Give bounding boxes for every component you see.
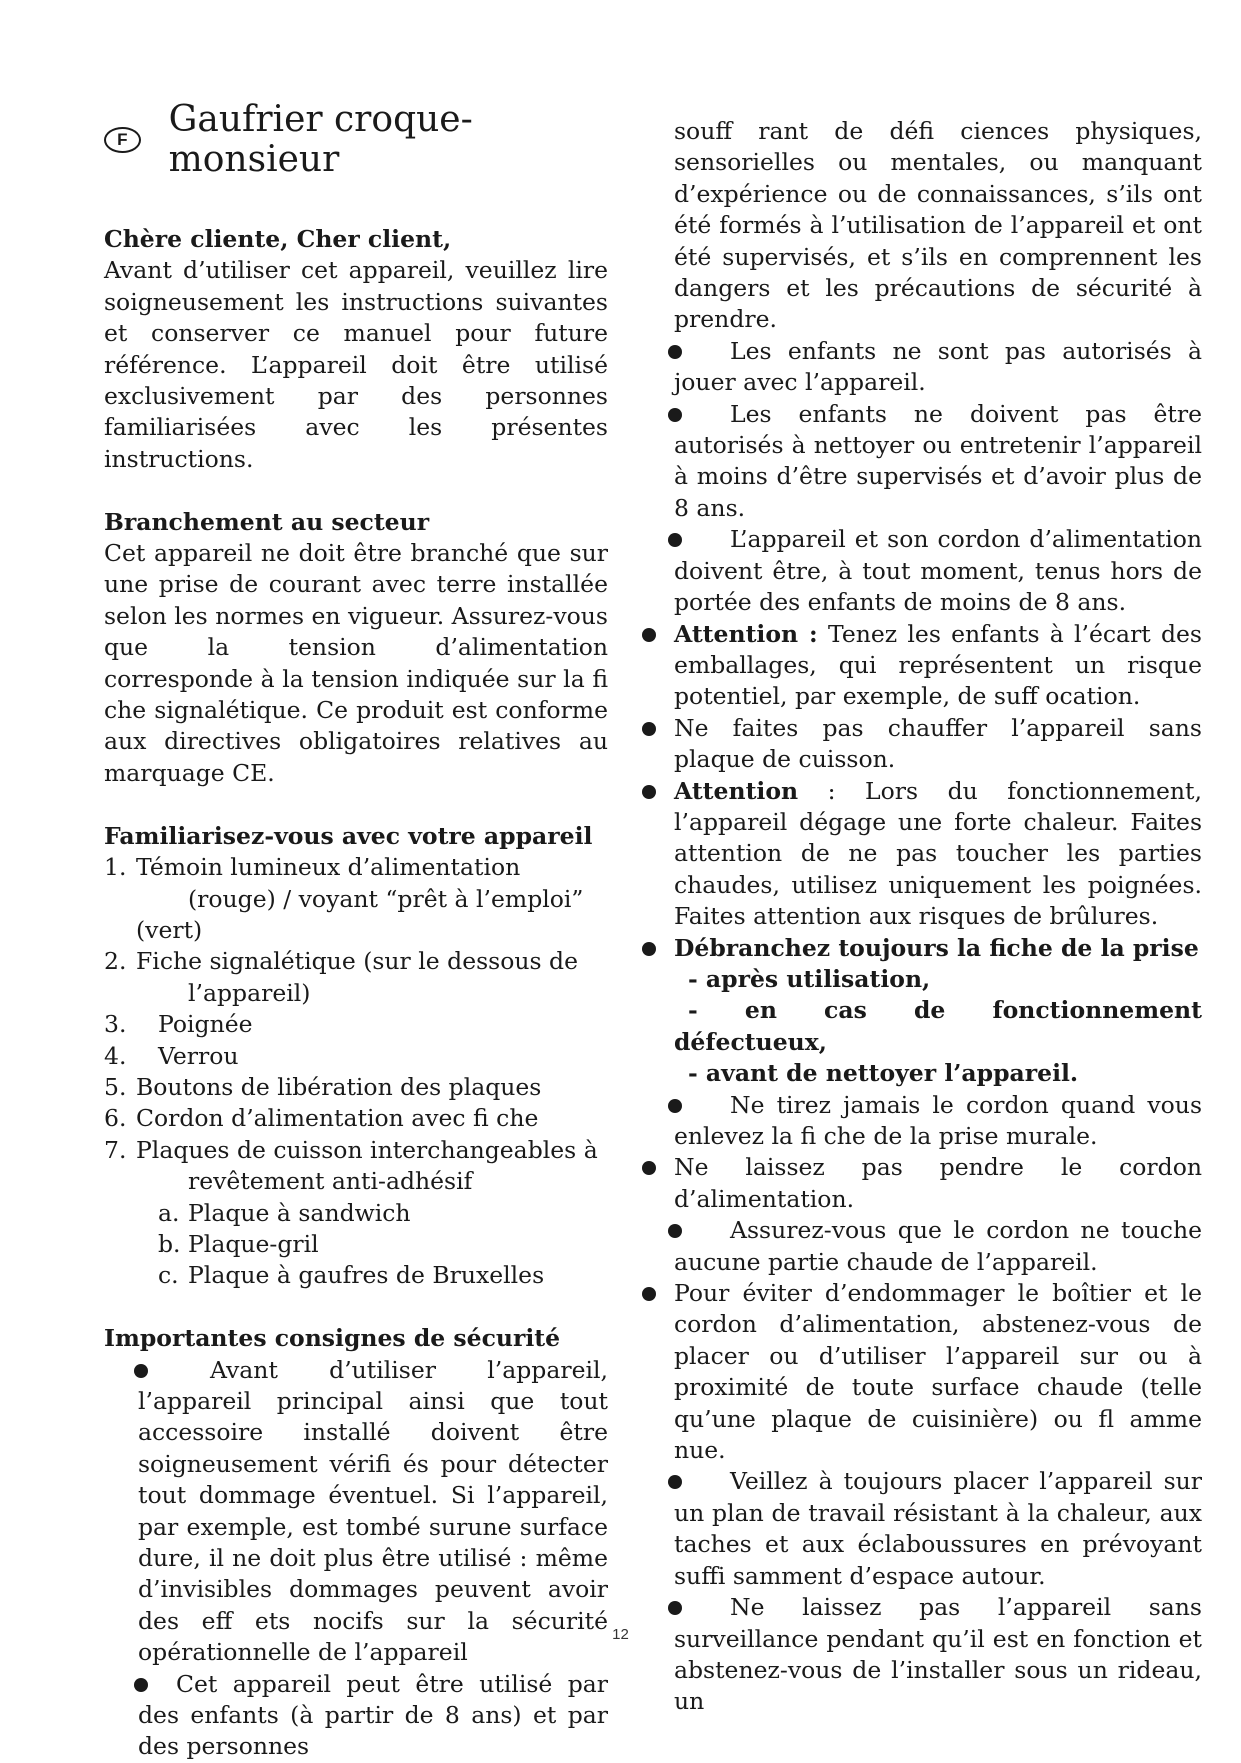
safety-item: Ne faites pas chauffer l’appareil sans plaque de cuisson. [642,713,1202,776]
bullet-icon [668,345,682,359]
feature-item: 2. Fiche signalétique (sur le dessous de l’appareil) [104,947,578,1007]
safety-item: Avant d’utiliser l’appareil, l’appareil principal ainsi que tout accessoire installé doivent être soigneusement vérifi és pour détecter tout dommage éventuel. Si l’appareil, par exemple, est tombé surune surface dure, il ne doit plus être utilisé : même d’invisibles dommages peuvent avoir des eff ets nocifs sur la sécurité opérationnelle de l’appareil [104,1355,608,1669]
bullet-icon [642,785,656,799]
branchement-paragraph: Cet appareil ne doit être branché que sur une prise de courant avec terre installée selon les normes en vigueur. Assurez-vous que la tension d’alimentation corresponde à la tension indiquée sur la fi che signalétique. Ce produit est conforme aux directives obligatoires relatives au marquage CE. [104,539,608,787]
page-header [104,99,624,180]
bullet-icon [668,408,682,422]
page-title: Gaufrier croque-monsieur [168,99,473,180]
safety-item: Ne laissez pas l’appareil sans surveillance pendant qu’il est en fonction et abstenez-vous de l’installer sous un rideau, un [642,1592,1202,1718]
safety-item: Les enfants ne doivent pas être autorisés à nettoyer ou entretenir l’appareil à moins d’être supervisés et d’avoir plus de 8 ans. [642,399,1202,525]
feature-item: 7. Plaques de cuisson interchangeables à revêtement anti-adhésif [104,1135,598,1196]
bullet-icon [668,1099,682,1113]
safety-item: Veillez à toujours placer l’appareil sur un plan de travail résistant à la chaleur, aux taches et aux éclaboussures en prévoyant suffi samment d’espace autour. [642,1466,1202,1592]
safety-list-left [104,1355,608,1763]
feature-item: 5. Boutons de libération des plaques [104,1072,542,1101]
bullet-icon [668,1601,682,1615]
safety-item: Cet appareil peut être utilisé par des enfants (à partir de 8 ans) et par des personnes [104,1669,608,1763]
branchement-heading: Branchement au secteur [104,507,430,536]
safety-item: Débranchez toujours la fiche de la prise - après utilisation, - en cas de fonctionnement défectueux, - avant de nettoyer l’appareil. [642,933,1202,1090]
greeting-heading: Chère cliente, Cher client, [104,225,452,253]
bullet-icon [642,628,656,642]
continuation-paragraph: souff rant de défi ciences physiques, sensorielles ou mentales, ou manquant d’expérience ou de connaissances, s’ils ont été formés à l’utilisation de l’appareil et ont été supervisés, et s’ils en comprennent les dangers et les précautions de sécurité à prendre. [674,117,1202,334]
plate-subitem: b. Plaque-gril [158,1229,319,1258]
page-number: 12 [612,1626,629,1643]
feature-item: 1. Témoin lumineux d’alimentation (rouge) / voyant “prêt à l’emploi” (vert) [104,853,584,944]
safety-item: Ne tirez jamais le cordon quand vous enlevez la fi che de la prise murale. [642,1090,1202,1153]
safety-item: Les enfants ne sont pas autorisés à jouer avec l’appareil. [642,336,1202,399]
safety-item: Pour éviter d’endommager le boîtier et le cordon d’alimentation, abstenez-vous de placer ou d’utiliser l’appareil sur ou à proximité de toute surface chaude (telle qu’une plaque de cuisinière) ou fl amme nue. [642,1278,1202,1466]
safety-item: Attention : Tenez les enfants à l’écart des emballages, qui représentent un risque potentiel, par exemple, de suff ocation. [642,619,1202,713]
feature-item: 3. Poignée [104,1010,253,1039]
bullet-icon [642,1287,656,1301]
bullet-icon [642,1161,656,1175]
plate-sublist [104,1198,608,1292]
plate-subitem: c. Plaque à gaufres de Bruxelles [158,1261,545,1290]
right-column [642,116,1202,1718]
feature-item: 4. Verrou [104,1041,239,1070]
bullet-icon [642,942,656,956]
language-badge: F [104,127,141,153]
safety-list-right [642,336,1202,1718]
safety-item: L’appareil et son cordon d’alimentation doivent être, à tout moment, tenus hors de portée des enfants de moins de 8 ans. [642,524,1202,618]
feature-item: 6. Cordon d’alimentation avec fi che [104,1104,539,1133]
safety-item: Ne laissez pas pendre le cordon d’alimentation. [642,1152,1202,1215]
bullet-icon [642,722,656,736]
familiarisez-heading: Familiarisez-vous avec votre appareil [104,821,593,850]
safety-item: Attention : Lors du fonctionnement, l’appareil dégage une forte chaleur. Faites attention de ne pas toucher les parties chaudes, utilisez uniquement les poignées. Faites attention aux risques de brûlures. [642,776,1202,933]
feature-list [104,852,608,1197]
plate-subitem: a. Plaque à sandwich [158,1198,411,1227]
safety-item: Assurez-vous que le cordon ne touche aucune partie chaude de l’appareil. [642,1215,1202,1278]
bullet-icon [134,1678,148,1692]
intro-paragraph: Avant d’utiliser cet appareil, veuillez lire soigneusement les instructions suivantes et conserver ce manuel pour future référence. L’appareil doit être utilisé exclusivement par des personnes familiarisées avec les présentes instructions. [104,256,608,473]
consignes-heading: Importantes consignes de sécurité [104,1324,561,1353]
left-column [104,224,608,1763]
bullet-icon [134,1364,148,1378]
